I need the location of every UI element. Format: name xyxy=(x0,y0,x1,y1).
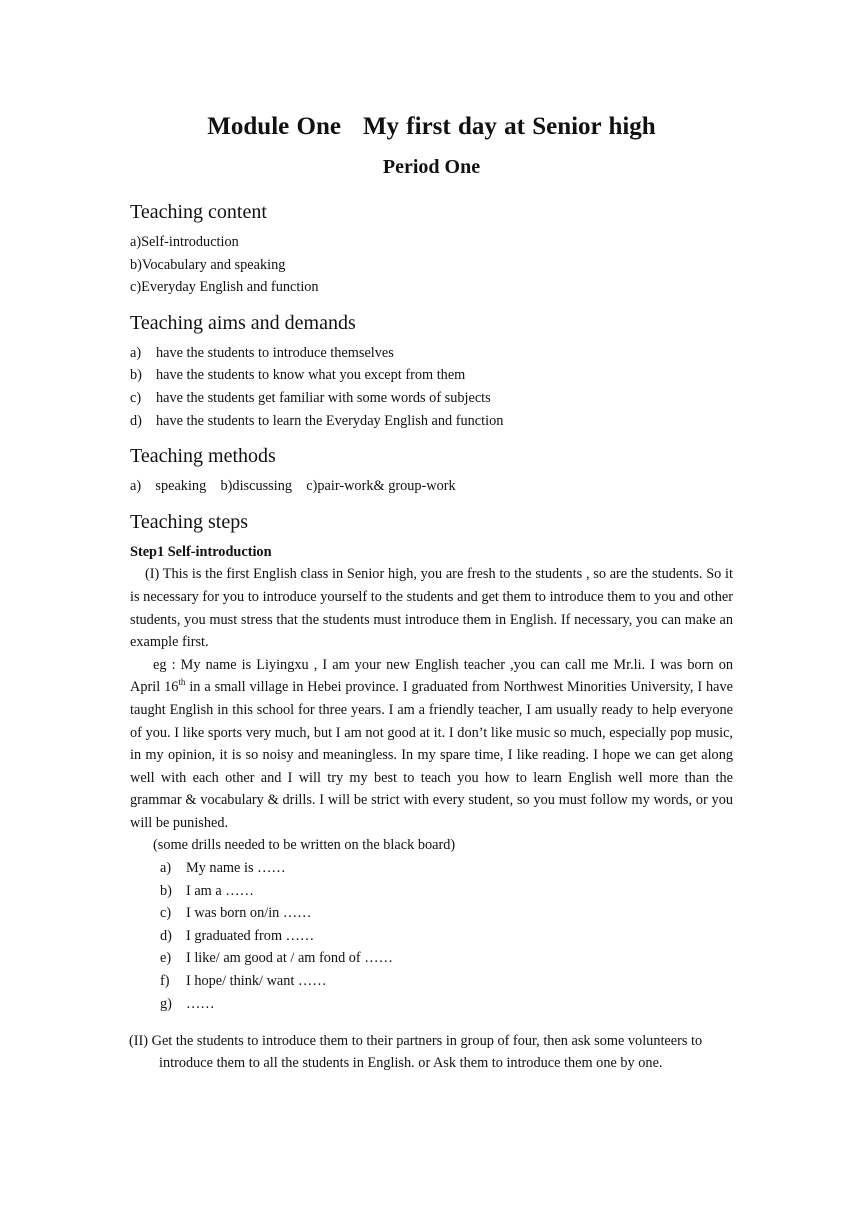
title-topic: My first day at Senior high xyxy=(362,113,656,140)
list-item xyxy=(160,902,733,925)
example-paragraph xyxy=(130,654,733,835)
list-item xyxy=(160,947,733,970)
teaching-aims-list xyxy=(130,342,733,432)
list-marker: c) xyxy=(130,389,142,406)
teaching-steps-heading: Teaching steps xyxy=(130,510,249,533)
list-item xyxy=(160,970,733,993)
list-marker: b) xyxy=(160,882,172,899)
list-item: c)Everyday English and function xyxy=(130,279,319,296)
teaching-methods-line: a) speaking b)discussing c)pair-work& group-work xyxy=(130,478,456,495)
list-marker: d) xyxy=(130,412,142,429)
list-item xyxy=(130,342,733,365)
list-item xyxy=(160,857,733,880)
teaching-content-heading: Teaching content xyxy=(130,201,267,223)
drill-list xyxy=(130,857,733,1015)
list-text: have the students to know what you except from them xyxy=(156,367,466,384)
teaching-content-list xyxy=(130,231,733,299)
list-item: a)Self-introduction xyxy=(130,234,239,250)
list-marker: f) xyxy=(160,973,170,990)
list-marker: a) xyxy=(130,344,142,361)
teaching-aims-heading: Teaching aims and demands xyxy=(130,311,356,334)
list-marker: c) xyxy=(160,905,172,922)
list-text: I graduated from …… xyxy=(186,927,315,944)
list-item xyxy=(160,993,733,1016)
list-marker: b) xyxy=(130,367,142,384)
list-text: …… xyxy=(186,995,215,1012)
list-marker: d) xyxy=(160,927,172,944)
step1-paragraph-2: (II) Get the students to introduce them to their partners in group of four, then ask some volunteers to introduce them to all the students in English. or Ask them to introduce them one by one. xyxy=(129,1032,703,1072)
list-text: have the students get familiar with some words of subjects xyxy=(156,389,491,406)
step1-paragraph-1: (I) This is the first English class in Senior high, you are fresh to the students , so are the students. So it is necessary for you to introduce yourself to the students and get them to introduce them to you and other students, you must stress that the students must introduce them in English. If necessary, you can make an example first. xyxy=(130,566,733,651)
title-module: Module One xyxy=(207,113,341,140)
list-text: I hope/ think/ want …… xyxy=(186,973,327,990)
list-text: have the students to introduce themselves xyxy=(156,344,394,361)
example-text-part-2: in a small village in Hebei province. I graduated from Northwest Minorities University, I have taught English in this school for three years. I am a friendly teacher, I am usually ready to help everyone of you. I like sports very much, but I am not good at it. I don’t like music so much, especially pop music, in my opinion, it is so noisy and meaningless. In my spare time, I like reading. I hope we can get along well with each other and I will try my best to teach you how to learn English well more than the grammar & vocabulary & drills. I will be strict with every student, so you must follow my words, or you will be punished. xyxy=(130,679,733,831)
example-text-part-1: eg : My name is Liyingxu , I am your new English teacher ,you can call me Mr.li. I was born on April 16 xyxy=(130,656,733,696)
ordinal-suffix: th xyxy=(178,677,186,688)
list-marker: g) xyxy=(160,995,172,1012)
list-text: My name is …… xyxy=(186,860,286,877)
list-item xyxy=(130,410,733,433)
document-title xyxy=(130,110,733,144)
list-text: have the students to learn the Everyday English and function xyxy=(156,412,504,429)
list-marker: e) xyxy=(160,950,172,967)
list-text: I was born on/in …… xyxy=(186,905,312,922)
list-text: I like/ am good at / am fond of …… xyxy=(186,950,393,967)
list-text: I am a …… xyxy=(186,882,254,899)
teaching-methods-heading: Teaching methods xyxy=(130,445,276,468)
list-item xyxy=(160,925,733,948)
list-item xyxy=(130,364,733,387)
list-item xyxy=(130,387,733,410)
list-item xyxy=(160,880,733,903)
period-subtitle: Period One xyxy=(382,156,481,178)
step1-title: Step1 Self-introduction xyxy=(130,543,272,560)
drill-note: (some drills needed to be written on the black board) xyxy=(153,837,456,854)
list-marker: a) xyxy=(160,860,172,877)
list-item: b)Vocabulary and speaking xyxy=(130,256,286,273)
document-page xyxy=(130,110,733,1089)
